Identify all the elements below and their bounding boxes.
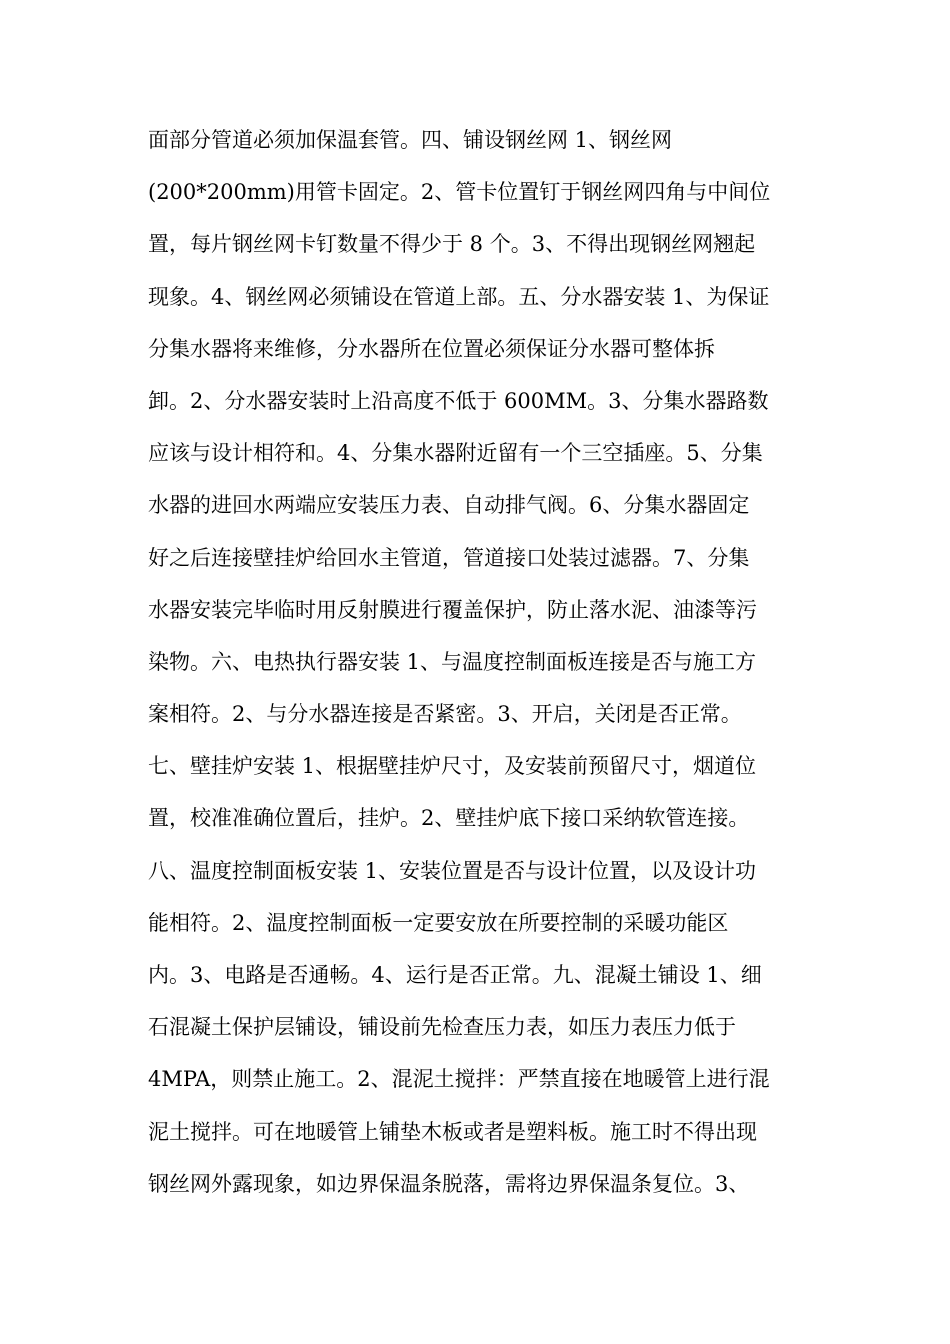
text-line: 案相符。2、与分水器连接是否紧密。3、开启，关闭是否正常。: [148, 702, 742, 727]
text-line: 应该与设计相符和。4、分集水器附近留有一个三空插座。5、分集: [148, 441, 763, 466]
body-text: [148, 114, 818, 1210]
text-line: 卸。2、分水器安装时上沿高度不低于 600MM。3、分集水器路数: [148, 388, 769, 413]
text-line: 八、温度控制面板安装 1、安装位置是否与设计位置，以及设计功: [148, 858, 757, 883]
text-line: 置，每片钢丝网卡钉数量不得少于 8 个。3、不得出现钢丝网翘起: [148, 232, 756, 257]
text-line: 现象。4、钢丝网必须铺设在管道上部。五、分水器安装 1、为保证: [148, 284, 770, 309]
text-line: 分集水器将来维修，分水器所在位置必须保证分水器可整体拆: [148, 336, 715, 361]
text-line: 钢丝网外露现象，如边界保温条脱落，需将边界保温条复位。3、: [148, 1171, 750, 1196]
text-line: 七、壁挂炉安装 1、根据壁挂炉尺寸，及安装前预留尺寸，烟道位: [148, 754, 757, 779]
text-line: 置，校准准确位置后，挂炉。2、壁挂炉底下接口采纳软管连接。: [148, 806, 750, 831]
text-line: 面部分管道必须加保温套管。四、铺设钢丝网 1、钢丝网: [148, 128, 673, 152]
text-line: 水器的进回水两端应安装压力表、自动排气阀。6、分集水器固定: [148, 493, 750, 518]
text-line: 好之后连接壁挂炉给回水主管道，管道接口处装过滤器。7、分集: [148, 545, 750, 570]
text-line: 石混凝土保护层铺设，铺设前先检查压力表，如压力表压力低于: [148, 1015, 736, 1040]
text-line: 4MPA，则禁止施工。2、混泥土搅拌：严禁直接在地暖管上进行混: [148, 1067, 770, 1092]
text-line: 泥土搅拌。可在地暖管上铺垫木板或者是塑料板。施工时不得出现: [148, 1119, 757, 1144]
text-line: 能相符。2、温度控制面板一定要安放在所要控制的采暖功能区: [148, 910, 729, 935]
text-line: 染物。六、电热执行器安装 1、与温度控制面板连接是否与施工方: [148, 649, 757, 674]
text-line: 内。3、电路是否通畅。4、运行是否正常。九、混凝土铺设 1、细: [148, 963, 762, 987]
text-line: 水器安装完毕临时用反射膜进行覆盖保护，防止落水泥、油漆等污: [148, 597, 757, 622]
text-line: (200*200mm)用管卡固定。2、管卡位置钉于钢丝网四角与中间位: [148, 180, 771, 205]
